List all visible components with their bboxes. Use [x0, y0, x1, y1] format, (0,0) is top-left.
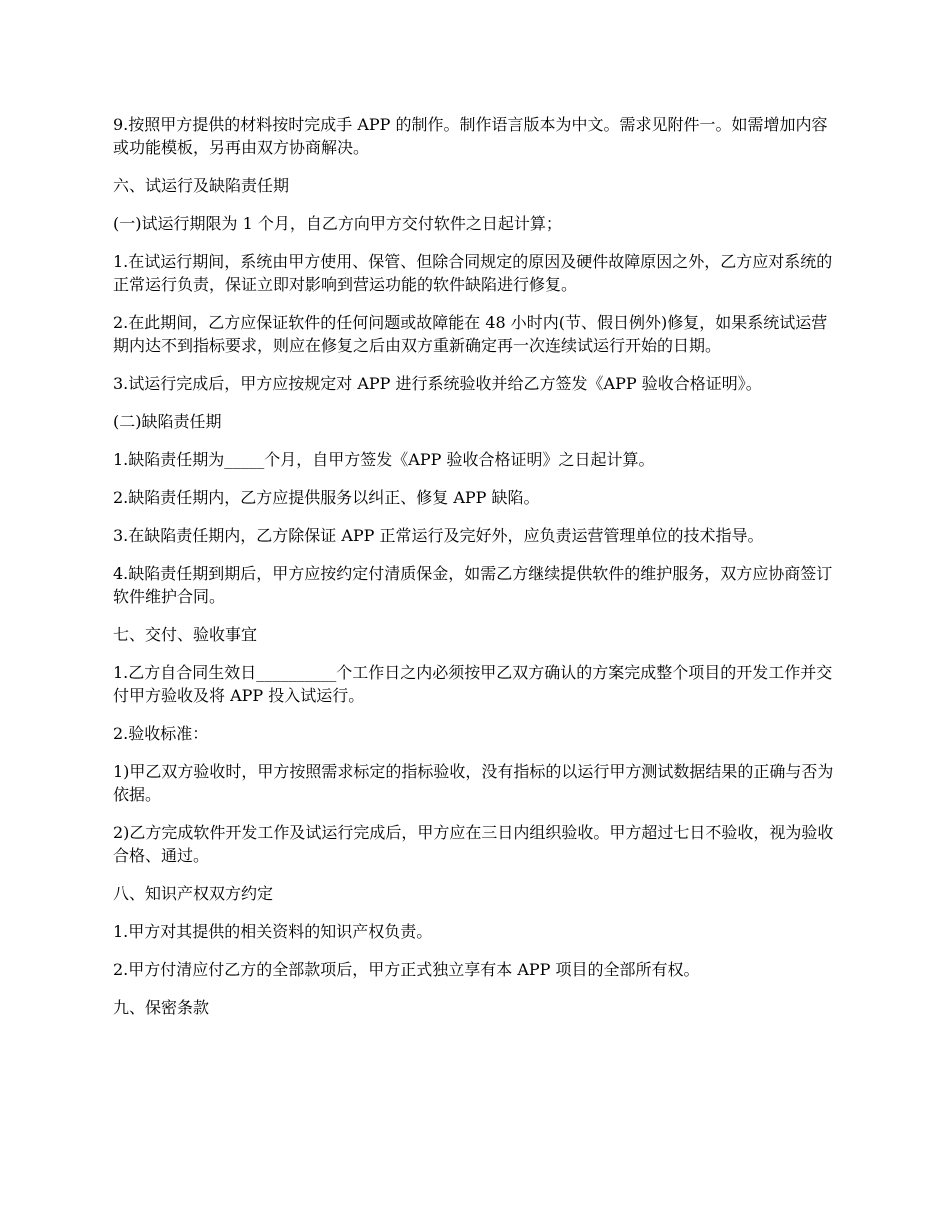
subsection-heading-trial-run: (一)试运行期限为 1 个月，自乙方向甲方交付软件之日起计算； — [113, 214, 562, 233]
paragraph-trial-1: 1.在试运行期间，系统由甲方使用、保管、但除合同规定的原因及硬件故障原因之外，乙方应对系统的正常运行负责，保证立即对影响到营运功能的软件缺陷进行修复。 — [113, 252, 833, 294]
paragraph-defect-1: 1.缺陷责任期为_____个月，自甲方签发《APP 验收合格证明》之日起计算。 — [113, 450, 655, 469]
section-heading-9: 九、保密条款 — [113, 998, 210, 1017]
section-heading-7: 七、交付、验收事宜 — [113, 625, 258, 644]
paragraph-delivery-1: 1.乙方自合同生效日__________个工作日之内必须按甲乙双方确认的方案完成整个项目的开发工作并交付甲方验收及将 APP 投入试运行。 — [113, 663, 833, 705]
paragraph-clause-9: 9.按照甲方提供的材料按时完成手 APP 的制作。制作语言版本为中文。需求见附件一。如需增加内容或功能模板，另再由双方协商解决。 — [113, 115, 828, 157]
paragraph-trial-2: 2.在此期间，乙方应保证软件的任何问题或故障能在 48 小时内(节、假日例外)修复，如果系统试运营期内达不到指标要求，则应在修复之后由双方重新确定再一次连续试运行开始的日期。 — [113, 313, 828, 355]
paragraph-defect-2: 2.缺陷责任期内，乙方应提供服务以纠正、修复 APP 缺陷。 — [113, 488, 540, 507]
document-body — [113, 113, 841, 1034]
paragraph-defect-3: 3.在缺陷责任期内，乙方除保证 APP 正常运行及完好外，应负责运营管理单位的技术指导。 — [113, 526, 764, 545]
paragraph-defect-4: 4.缺陷责任期到期后，甲方应按约定付清质保金，如需乙方继续提供软件的维护服务，双方应协商签订软件维护合同。 — [113, 564, 833, 606]
paragraph-ip-2: 2.甲方付清应付乙方的全部款项后，甲方正式独立享有本 APP 项目的全部所有权。 — [113, 960, 700, 979]
section-heading-6: 六、试运行及缺陷责任期 — [113, 176, 290, 195]
paragraph-acceptance-2: 2)乙方完成软件开发工作及试运行完成后，甲方应在三日内组织验收。甲方超过七日不验收，视为验收合格、通过。 — [113, 823, 834, 865]
subsection-heading-defect-liability: (二)缺陷责任期 — [113, 412, 222, 431]
paragraph-acceptance-1: 1)甲乙双方验收时，甲方按照需求标定的指标验收，没有指标的以运行甲方测试数据结果的正确与否为依据。 — [113, 762, 834, 804]
paragraph-trial-3: 3.试运行完成后，甲方应按规定对 APP 进行系统验收并给乙方签发《APP 验收合格证明》。 — [113, 374, 762, 393]
paragraph-ip-1: 1.甲方对其提供的相关资料的知识产权负责。 — [113, 922, 433, 941]
section-heading-8: 八、知识产权双方约定 — [113, 884, 274, 903]
paragraph-acceptance-standard: 2.验收标准： — [113, 724, 209, 743]
